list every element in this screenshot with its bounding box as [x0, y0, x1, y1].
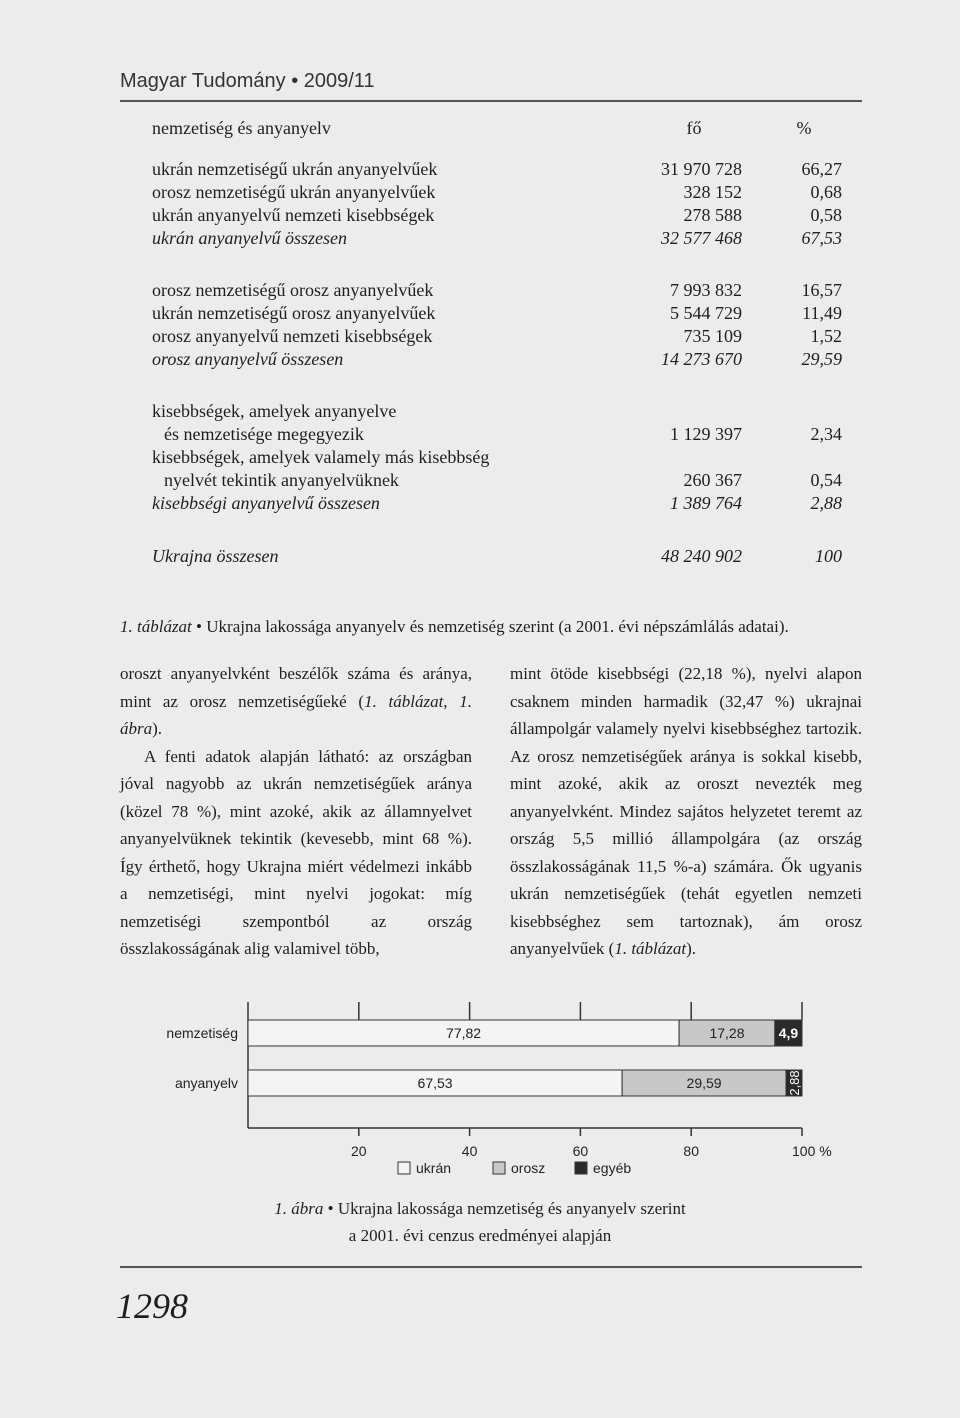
row-label: kisebbségek, amelyek valamely más kisebbség: [152, 447, 490, 467]
table-row: [152, 445, 842, 469]
x-tick-label: 60: [572, 1143, 589, 1159]
category-label: nemzetiség: [166, 1025, 238, 1041]
row-fo: 14 273 670: [661, 349, 742, 369]
table-row: [152, 324, 842, 348]
row-label: kisebbségi anyanyelvű összesen: [152, 493, 380, 513]
table-row-total: [152, 544, 842, 568]
footer-rule: [120, 1266, 862, 1268]
row-pct: 100: [815, 546, 842, 566]
paragraph: A fenti adatok alapján látható: az országban jóval nagyobb az ukrán nemzetiségűek aránya (közel 78 %), mint azoké, akik az államnyelvet anyanyelvüknek tekintik (kevesebb, mint 68 %). Így érthető, hogy Ukrajna miért védelmezi inkább a nemzetiségi, mint nyelvi jogokat: míg nemzetiségi szempontból az ország összlakosságának alig valamivel több,: [120, 746, 472, 958]
paragraph-text: mint ötöde kisebbségi (22,18 %), nyelvi alapon csaknem minden harmadik (32,47 %) ukrajnai állampolgár valamely nyelvi kisebbséghez tartozik.: [510, 664, 862, 738]
row-pct: 1,52: [810, 326, 842, 346]
row-fo: 32 577 468: [661, 228, 742, 248]
figure-caption-line1: [200, 1195, 760, 1222]
table-row-subtotal: [152, 347, 842, 371]
column-header-pct: %: [796, 118, 812, 138]
row-fo: 1 389 764: [670, 493, 742, 513]
category-label: anyanyelv: [174, 1075, 238, 1091]
x-tick-label: 40: [461, 1143, 478, 1159]
row-pct: 11,49: [802, 303, 842, 323]
legend-label: egyéb: [593, 1160, 632, 1176]
row-pct: 0,58: [810, 205, 842, 225]
row-label: Ukrajna összesen: [152, 546, 279, 566]
row-fo: 260 367: [683, 470, 742, 490]
running-head: Magyar Tudomány • 2009/11: [120, 70, 375, 92]
x-tick-label: 20: [351, 1143, 367, 1159]
table-caption-label: 1. táblázat: [120, 617, 192, 636]
paragraph-text: ).: [152, 719, 163, 738]
row-fo: 1 129 397: [670, 424, 742, 444]
row-label: ukrán anyanyelvű nemzeti kisebbségek: [152, 205, 435, 225]
table-row: [152, 468, 842, 492]
table-row: [152, 180, 842, 204]
figure-caption-label: 1. ábra: [274, 1199, 324, 1218]
paragraph-text: ).: [686, 939, 697, 958]
data-label: 77,82: [446, 1025, 482, 1041]
row-pct: 16,57: [801, 280, 842, 300]
row-label: és nemzetisége megegyezik: [164, 424, 364, 444]
data-label: 4,9: [778, 1025, 799, 1041]
paragraph: [120, 660, 472, 743]
x-tick-label: 100 %: [792, 1143, 832, 1159]
table-row: [152, 157, 842, 181]
row-fo: 7 993 832: [670, 280, 742, 300]
row-fo: 48 240 902: [661, 546, 742, 566]
cross-reference: 1. táblázat, 1. ábra: [120, 691, 472, 738]
row-fo: 278 588: [683, 205, 742, 225]
data-label: 17,28: [709, 1025, 745, 1041]
row-label: orosz nemzetiségű ukrán anyanyelvűek: [152, 182, 436, 202]
table-row: [152, 422, 842, 446]
row-label: orosz nemzetiségű orosz anyanyelvűek: [152, 280, 434, 300]
column-header-fo: fő: [686, 118, 702, 138]
table-row: [152, 278, 842, 302]
table-row: [152, 301, 842, 325]
figure-caption-line2: a 2001. évi cenzus eredményei alapján: [348, 1226, 612, 1245]
body-column-left: [120, 660, 472, 963]
table-caption-bullet: •: [191, 617, 207, 636]
row-pct: 2,88: [810, 493, 842, 513]
legend-swatch: [493, 1162, 505, 1174]
header-rule: [120, 100, 862, 102]
row-label: ukrán anyanyelvű összesen: [152, 228, 347, 248]
row-label: ukrán nemzetiségű ukrán anyanyelvűek: [152, 159, 438, 179]
legend-label: orosz: [511, 1160, 546, 1176]
row-fo: 328 152: [683, 182, 742, 202]
stacked-bar-chart: [0, 990, 960, 1190]
data-label: 67,53: [417, 1075, 453, 1091]
data-label: 2,88: [787, 1070, 803, 1096]
table-caption: [120, 617, 880, 637]
table-row-subtotal: [152, 226, 842, 250]
cross-reference: 1. táblázat: [614, 939, 687, 958]
table-caption-text: Ukrajna lakossága anyanyelv és nemzetiség szerint (a 2001. évi népszámlálás adatai).: [206, 617, 789, 636]
row-pct: 67,53: [801, 228, 842, 248]
legend-swatch: [398, 1162, 410, 1174]
body-column-right: [510, 660, 862, 963]
row-fo: 31 970 728: [661, 159, 742, 179]
paragraph: [510, 660, 862, 963]
row-fo: 735 109: [683, 326, 742, 346]
row-pct: 29,59: [801, 349, 842, 369]
row-label: orosz anyanyelvű nemzeti kisebbségek: [152, 326, 433, 346]
table-header-row: [152, 116, 842, 140]
row-pct: 66,27: [801, 159, 842, 179]
x-tick-label: 80: [683, 1143, 699, 1159]
row-label: ukrán nemzetiségű orosz anyanyelvűek: [152, 303, 436, 323]
figure-caption-bullet: •: [323, 1199, 338, 1218]
table-row: [152, 399, 842, 423]
row-pct: 2,34: [810, 424, 842, 444]
row-label: orosz anyanyelvű összesen: [152, 349, 344, 369]
page-number: 1298: [116, 1286, 188, 1326]
column-header-label: nemzetiség és anyanyelv: [152, 118, 331, 138]
row-label: nyelvét tekintik anyanyelvüknek: [164, 470, 399, 490]
legend-label: ukrán: [416, 1160, 452, 1176]
row-pct: 0,54: [810, 470, 842, 490]
figure-caption-text: Ukrajna lakossága nemzetiség és anyanyelv szerint: [337, 1199, 686, 1218]
figure: [0, 990, 960, 1190]
paragraph-text: oroszt anyanyelvként beszélők száma és aránya, mint az orosz nemzetiségűeké (: [120, 664, 472, 711]
row-pct: 0,68: [810, 182, 842, 202]
data-label: 29,59: [686, 1075, 722, 1091]
row-label: kisebbségek, amelyek anyanyelve: [152, 401, 397, 421]
row-fo: 5 544 729: [670, 303, 742, 323]
figure-caption: [200, 1195, 760, 1249]
legend-swatch: [575, 1162, 587, 1174]
paragraph-text: Az orosz nemzetiségűek aránya is sokkal kisebb, mint azoké, akik az oroszt nevezték meg anyanyelvként. Mindez sajátos helyzetet teremt az ország 5,5 millió állampolgára (az ország összlakosságának 11,5 %-a) számára. Ők ugyanis ukrán nemzetiségűek (tehát egyetlen nemzeti kisebbséghez sem tartoznak), ám orosz anyanyelvűek (: [510, 746, 862, 958]
table-row: [152, 203, 842, 227]
table-row-subtotal: [152, 491, 842, 515]
